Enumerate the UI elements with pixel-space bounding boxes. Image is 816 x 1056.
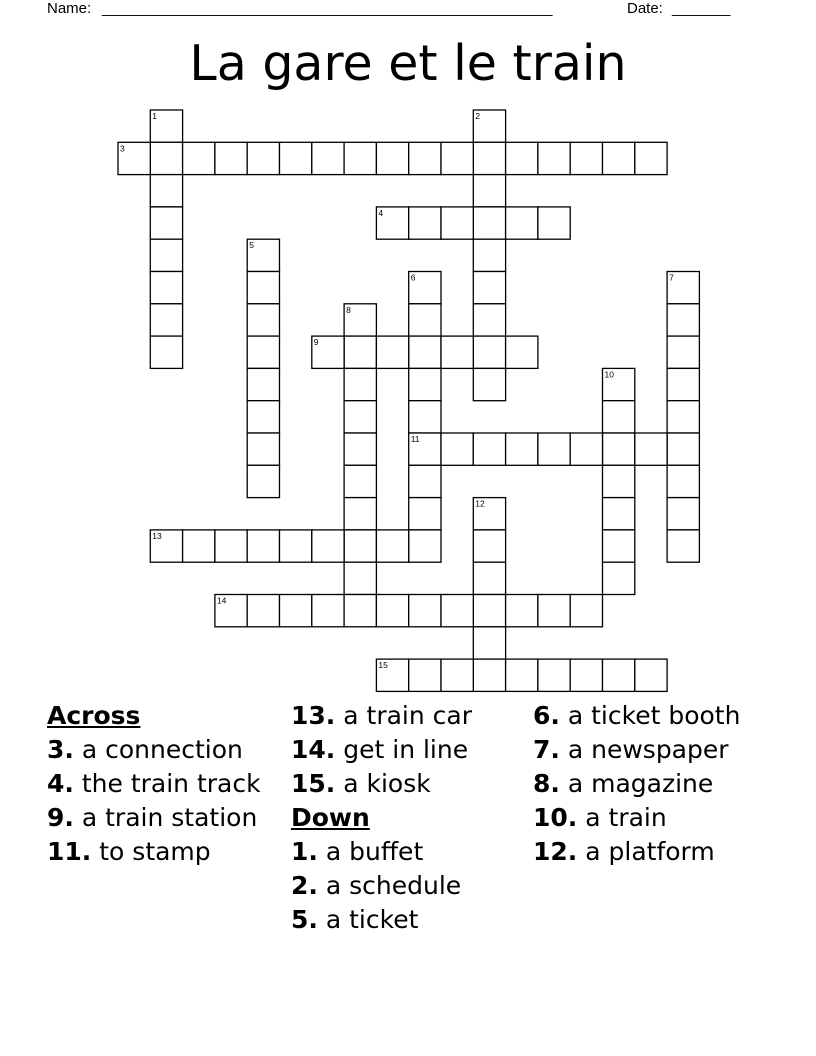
grid-cell[interactable] [280, 595, 312, 627]
grid-cell[interactable] [344, 562, 376, 594]
grid-cell[interactable] [538, 207, 570, 239]
clue-number-6: 6 [410, 272, 416, 283]
clue-across-14: 14. get in line [291, 735, 469, 764]
grid-cell[interactable] [506, 207, 538, 239]
grid-cell[interactable] [506, 336, 538, 368]
grid-cell[interactable] [376, 336, 408, 368]
grid-cell[interactable] [441, 336, 473, 368]
grid-cell[interactable] [247, 336, 279, 368]
clue-number-9: 9 [313, 337, 319, 348]
grid-cell[interactable] [247, 368, 279, 400]
clue-number-5: 5 [249, 240, 254, 251]
grid-cell[interactable] [312, 142, 344, 174]
grid-cell[interactable] [441, 433, 473, 465]
grid-cell[interactable] [473, 659, 505, 691]
clues-column-2 [291, 702, 526, 940]
clue-number-7: 7 [669, 272, 674, 283]
grid-cell[interactable] [247, 433, 279, 465]
clue-down-8: 8. a magazine [533, 769, 714, 798]
grid-cell[interactable] [473, 627, 505, 659]
grid-cell[interactable] [344, 368, 376, 400]
grid-cell[interactable] [603, 401, 635, 433]
grid-cell[interactable] [667, 336, 699, 368]
grid-cell[interactable] [570, 142, 602, 174]
grid-cell[interactable] [409, 207, 441, 239]
grid-cell[interactable] [441, 659, 473, 691]
grid-cell[interactable] [183, 530, 215, 562]
grid-cell[interactable] [344, 498, 376, 530]
grid-cell[interactable] [667, 368, 699, 400]
grid-cell[interactable] [376, 530, 408, 562]
grid-cell[interactable] [312, 595, 344, 627]
grid-cell[interactable] [667, 304, 699, 336]
clue-number-10: 10 [604, 369, 614, 380]
grid-cell[interactable] [409, 465, 441, 497]
grid-cell[interactable] [506, 595, 538, 627]
grid-cell[interactable] [344, 595, 376, 627]
grid-cell[interactable] [183, 142, 215, 174]
grid-cell[interactable] [603, 659, 635, 691]
grid-cell[interactable] [312, 530, 344, 562]
grid-cell[interactable] [150, 207, 182, 239]
grid-cell[interactable] [247, 142, 279, 174]
grid-cell[interactable] [409, 142, 441, 174]
grid-cell[interactable] [603, 142, 635, 174]
grid-cell[interactable] [667, 465, 699, 497]
date-blank-line: _______ [672, 0, 731, 17]
grid-cell[interactable] [247, 595, 279, 627]
grid-cell[interactable] [409, 498, 441, 530]
clue-down-2: 2. a schedule [291, 871, 462, 900]
grid-cell[interactable] [473, 530, 505, 562]
clue-number-14: 14 [216, 595, 227, 606]
grid-cell[interactable] [247, 272, 279, 304]
grid-cell[interactable] [473, 272, 505, 304]
grid-cell[interactable] [409, 401, 441, 433]
clue-down-7: 7. a newspaper [533, 735, 729, 764]
grid-cell[interactable] [441, 207, 473, 239]
clue-across-15: 15. a kiosk [291, 769, 431, 798]
clue-across-13: 13. a train car [291, 701, 472, 730]
grid-cell[interactable] [603, 530, 635, 562]
grid-cell[interactable] [473, 336, 505, 368]
grid-cell[interactable] [506, 433, 538, 465]
grid-cell[interactable] [538, 142, 570, 174]
grid-cell[interactable] [603, 465, 635, 497]
grid-cell[interactable] [409, 368, 441, 400]
grid-cell[interactable] [570, 595, 602, 627]
grid-cell[interactable] [506, 659, 538, 691]
grid-cell[interactable] [409, 530, 441, 562]
clue-down-6: 6. a ticket booth [533, 701, 741, 730]
grid-cell[interactable] [441, 142, 473, 174]
grid-cell[interactable] [473, 433, 505, 465]
clue-number-1: 1 [152, 111, 158, 121]
grid-cell[interactable] [344, 336, 376, 368]
clue-number-8: 8 [346, 304, 351, 315]
grid-cell[interactable] [409, 659, 441, 691]
clue-across-9: 9. a train station [47, 803, 258, 832]
clue-number-3: 3 [120, 143, 125, 154]
grid-cell[interactable] [473, 368, 505, 400]
grid-cell[interactable] [150, 272, 182, 304]
grid-cell[interactable] [150, 336, 182, 368]
clue-number-13: 13 [152, 530, 162, 541]
grid-cell[interactable] [635, 142, 667, 174]
grid-cell[interactable] [215, 142, 247, 174]
grid-cell[interactable] [473, 142, 505, 174]
grid-cell[interactable] [376, 142, 408, 174]
clue-number-15: 15 [378, 660, 388, 671]
clue-across-3: 3. a connection [47, 735, 243, 764]
grid-cell[interactable] [247, 304, 279, 336]
grid-cell[interactable] [667, 401, 699, 433]
grid-cell[interactable] [473, 175, 505, 207]
date-label: Date: [627, 0, 663, 17]
grid-cell[interactable] [635, 659, 667, 691]
grid-cell[interactable] [603, 433, 635, 465]
grid-cell[interactable] [473, 595, 505, 627]
grid-cell[interactable] [635, 433, 667, 465]
page-title: La gare et le train [189, 35, 627, 92]
grid-cell[interactable] [538, 595, 570, 627]
grid-cell[interactable] [570, 433, 602, 465]
grid-cell[interactable] [150, 239, 182, 271]
across-heading: Across [47, 701, 141, 730]
clue-number-11: 11 [410, 434, 420, 444]
grid-cell[interactable] [344, 142, 376, 174]
grid-cell[interactable] [603, 562, 635, 594]
grid-cell[interactable] [409, 304, 441, 336]
name-label: Name: [47, 0, 92, 17]
clues-column-1 [47, 702, 277, 872]
clue-down-10: 10. a train [533, 803, 667, 832]
down-heading: Down [291, 803, 370, 832]
grid-cell[interactable] [441, 595, 473, 627]
grid-cell[interactable] [215, 530, 247, 562]
name-blank-line: ______________________________________________________ [102, 0, 553, 17]
clue-across-11: 11. to stamp [47, 837, 211, 866]
grid-cell[interactable] [473, 207, 505, 239]
grid-cell[interactable] [473, 562, 505, 594]
grid-cell[interactable] [538, 433, 570, 465]
clue-number-2: 2 [475, 111, 481, 121]
clue-down-12: 12. a platform [533, 837, 715, 866]
grid-cell[interactable] [603, 498, 635, 530]
grid-cell[interactable] [667, 433, 699, 465]
grid-cell[interactable] [376, 595, 408, 627]
grid-cell[interactable] [538, 659, 570, 691]
grid-cell[interactable] [473, 304, 505, 336]
clues-column-3 [533, 702, 773, 872]
grid-cell[interactable] [280, 142, 312, 174]
grid-cell[interactable] [570, 659, 602, 691]
clue-number-4: 4 [378, 207, 384, 218]
grid-cell[interactable] [150, 175, 182, 207]
grid-cell[interactable] [667, 498, 699, 530]
grid-cell[interactable] [150, 142, 182, 174]
grid-cell[interactable] [506, 142, 538, 174]
grid-cell[interactable] [344, 433, 376, 465]
grid-cell[interactable] [344, 401, 376, 433]
clue-number-12: 12 [475, 498, 485, 509]
grid-cell[interactable] [344, 465, 376, 497]
grid-cell[interactable] [247, 530, 279, 562]
clue-across-4: 4. the train track [47, 769, 261, 798]
grid-cell[interactable] [667, 530, 699, 562]
clue-down-5: 5. a ticket [291, 905, 419, 934]
grid-cell[interactable] [409, 336, 441, 368]
grid-cell[interactable] [247, 465, 279, 497]
grid-cell[interactable] [247, 401, 279, 433]
grid-cell[interactable] [473, 239, 505, 271]
grid-cell[interactable] [409, 595, 441, 627]
grid-cell[interactable] [344, 530, 376, 562]
clue-down-1: 1. a buffet [291, 837, 424, 866]
grid-cell[interactable] [280, 530, 312, 562]
grid-cell[interactable] [150, 304, 182, 336]
